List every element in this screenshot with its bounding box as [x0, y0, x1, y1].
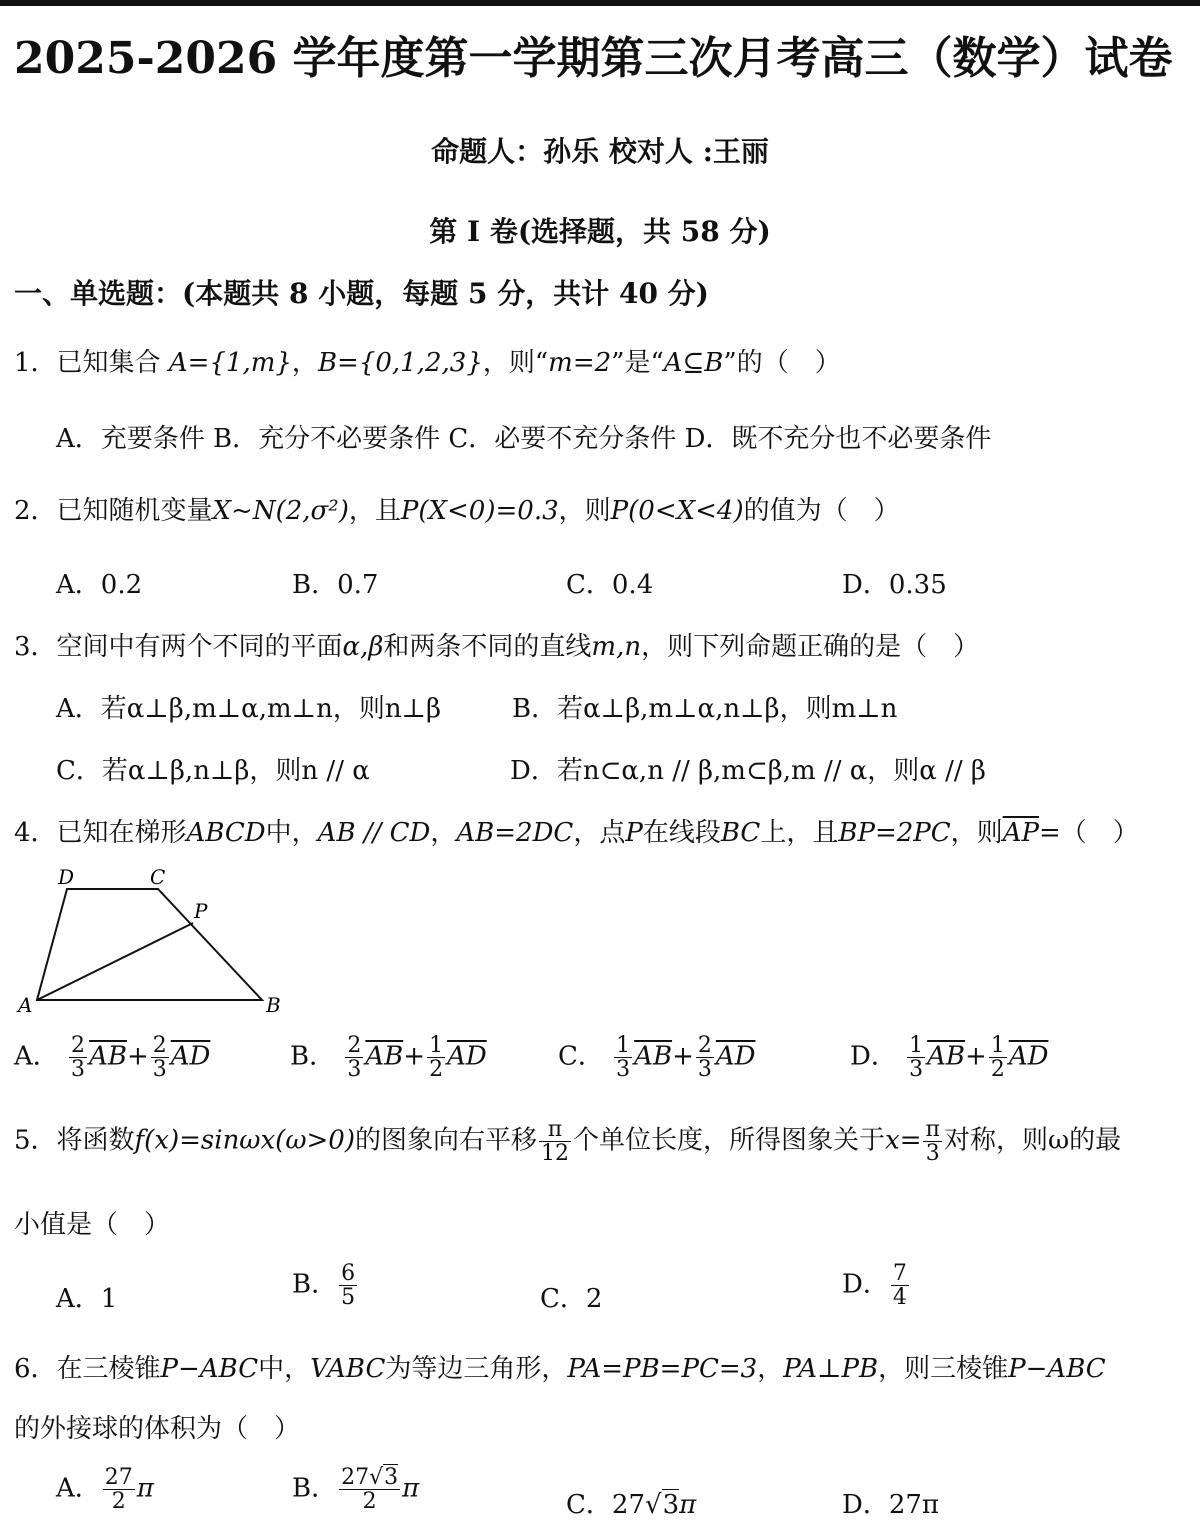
- q5-option-d: [842, 1262, 911, 1309]
- q4-trapezoid: ABCD: [186, 818, 266, 848]
- plus-sign: +: [965, 1041, 987, 1072]
- vector-ab: $\overline{AB}$: [634, 1041, 673, 1072]
- coefficient: 27: [341, 1465, 370, 1490]
- q1-set-a: A={1,m}: [168, 348, 292, 378]
- vector-ab: $\overline{AB}$: [89, 1041, 127, 1072]
- fraction: [103, 1466, 135, 1513]
- option-label: D．: [842, 1269, 889, 1300]
- option-label: A．: [56, 1473, 101, 1504]
- q6-text: 6．在三棱锥: [14, 1354, 161, 1384]
- pi-symbol: π: [402, 1473, 420, 1504]
- label-p: P: [194, 899, 208, 923]
- q5-shift-fraction: [539, 1118, 571, 1165]
- q3-option-a: A．若α⊥β,m⊥α,m⊥n，则n⊥β: [56, 694, 442, 724]
- q6-perp: PA⊥PB: [783, 1354, 879, 1384]
- q1-condition: m=2: [548, 348, 612, 378]
- q4-parallel: AB // CD: [317, 818, 431, 848]
- q4-text: 中，: [265, 818, 318, 848]
- q1-text: ”是“: [611, 348, 664, 378]
- option-label: D．: [850, 1041, 897, 1072]
- label-a: A: [18, 993, 33, 1017]
- numerator: 1: [909, 1033, 924, 1058]
- fraction: [339, 1262, 357, 1309]
- q2-option-a: A．0.2: [56, 570, 143, 600]
- label-c: C: [150, 865, 166, 889]
- q6-pyramid: P−ABC: [160, 1354, 259, 1384]
- exam-title: 2025-2026 学年度第一学期第三次月考高三（数学）试卷: [14, 33, 1173, 84]
- question-6: [14, 1348, 1106, 1385]
- vector-ab: $\overline{AB}$: [365, 1041, 404, 1072]
- label-b: B: [266, 993, 281, 1017]
- q2-option-d: D．0.35: [842, 570, 947, 600]
- numerator: π: [925, 1117, 940, 1142]
- numerator: π: [539, 1118, 571, 1142]
- vector-ab: $\overline{AB}$: [927, 1041, 966, 1072]
- numerator: 27√3: [341, 1465, 399, 1490]
- q6-pyramid-2: P−ABC: [1008, 1354, 1106, 1384]
- q6-edges: PA=PB=PC=3: [567, 1354, 758, 1384]
- denominator: 4: [892, 1285, 907, 1311]
- vector-ad: $\overline{AD}$: [170, 1041, 211, 1072]
- q1-options: A．充要条件 B．充分不必要条件 C．必要不充分条件 D．既不充分也不必要条件: [56, 424, 992, 454]
- fraction: [345, 1034, 363, 1081]
- part-heading: 第 I 卷(选择题，共 58 分): [429, 215, 771, 248]
- trapezoid-figure: [10, 862, 300, 1022]
- q5-text: 的图象向右平移: [355, 1125, 538, 1156]
- denominator: 2: [362, 1489, 377, 1515]
- q6-option-c: C．27√3π: [566, 1490, 697, 1520]
- numerator: 7: [892, 1261, 907, 1286]
- q1-text: ，则“: [482, 348, 549, 378]
- denominator: 5: [341, 1285, 356, 1311]
- radicand: 3: [662, 1490, 680, 1520]
- q3-lines: m,n: [591, 632, 642, 662]
- q6-line-2: 的外接球的体积为（ ）: [14, 1414, 301, 1444]
- q4-text: 4．已知在梯形: [14, 818, 187, 848]
- q2-option-b: B．0.7: [292, 570, 379, 600]
- q5-text: 个单位长度，所得图象关于: [573, 1125, 886, 1156]
- q1-text: ，: [291, 348, 318, 378]
- q1-set-b: B={0,1,2,3}: [317, 348, 483, 378]
- segment-ap: [37, 923, 193, 1000]
- q1-text: 1．已知集合: [14, 348, 169, 378]
- q4-point: P: [625, 818, 643, 848]
- denominator: 3: [909, 1057, 924, 1083]
- q1-text: ”的（ ）: [723, 348, 841, 378]
- q5-text: 对称，则ω的最: [943, 1125, 1122, 1156]
- question-4: [14, 812, 1139, 849]
- fraction: [614, 1034, 632, 1081]
- numerator: 2: [71, 1033, 86, 1058]
- fraction: [427, 1034, 445, 1081]
- q2-text: 的值为（ ）: [743, 496, 900, 526]
- fraction: [989, 1034, 1007, 1081]
- q4-bp: BP=2PC: [838, 818, 951, 848]
- denominator: 3: [152, 1057, 167, 1083]
- option-label: C．: [558, 1041, 604, 1072]
- coefficient: 27: [611, 1490, 645, 1520]
- q4-text: ，则: [950, 818, 1003, 848]
- q6-option-b: [292, 1466, 419, 1513]
- pi-symbol: π: [136, 1473, 154, 1504]
- question-3: [14, 626, 979, 663]
- q3-text: 3．空间中有两个不同的平面: [14, 632, 343, 662]
- numerator: 2: [697, 1033, 712, 1058]
- denominator: 3: [925, 1141, 940, 1167]
- q6-triangle: VABC: [310, 1354, 386, 1384]
- option-label: C．: [566, 1490, 612, 1520]
- fraction: [339, 1466, 400, 1513]
- q5-axis: x=: [885, 1125, 922, 1156]
- q2-text: ，且: [348, 496, 401, 526]
- option-label: B．: [290, 1041, 336, 1072]
- q4-ratio: AB=2DC: [456, 818, 574, 848]
- q4-text: =（ ）: [1038, 818, 1139, 848]
- numerator: 2: [152, 1033, 167, 1058]
- label-d: D: [58, 865, 75, 889]
- q4-text: ，点: [573, 818, 626, 848]
- q2-target: P(0<X<4): [610, 496, 744, 526]
- fraction: [891, 1262, 909, 1309]
- numerator: 2: [347, 1033, 362, 1058]
- q6-option-a: [56, 1466, 154, 1513]
- q4-option-b: [290, 1034, 487, 1081]
- q3-planes: α,β: [342, 632, 384, 662]
- fraction: [907, 1034, 925, 1081]
- q3-option-b: B．若α⊥β,m⊥α,n⊥β，则m⊥n: [512, 694, 898, 724]
- denominator: 3: [697, 1057, 712, 1083]
- denominator: 3: [616, 1057, 631, 1083]
- q5-option-b: [292, 1262, 359, 1309]
- pi-symbol: π: [679, 1490, 697, 1520]
- q6-option-d: D．27π: [842, 1490, 940, 1520]
- q2-text: 2．已知随机变量: [14, 496, 213, 526]
- q4-option-d: [850, 1034, 1048, 1081]
- option-label: A．: [14, 1041, 59, 1072]
- q6-text: ，则三棱锥: [878, 1354, 1009, 1384]
- denominator: 12: [541, 1141, 570, 1167]
- numerator: 27: [104, 1465, 133, 1490]
- vector-ad: $\overline{AD}$: [1008, 1041, 1049, 1072]
- q6-text: 中，: [258, 1354, 311, 1384]
- option-label: B．: [292, 1473, 338, 1504]
- q4-text: 在线段: [642, 818, 721, 848]
- numerator: 1: [429, 1033, 444, 1058]
- numerator: 1: [616, 1033, 631, 1058]
- question-2: [14, 490, 900, 527]
- radicand: 3: [384, 1465, 399, 1490]
- q2-option-c: C．0.4: [566, 570, 654, 600]
- q5-function: f(x)=sinωx(ω>0): [134, 1125, 355, 1156]
- q3-option-c: C．若α⊥β,n⊥β，则n // α: [56, 756, 370, 786]
- denominator: 3: [71, 1057, 86, 1083]
- question-5: [14, 1118, 1121, 1165]
- plus-sign: +: [672, 1041, 694, 1072]
- q2-given: P(X<0)=0.3: [400, 496, 559, 526]
- q5-line-2: 小值是（ ）: [14, 1210, 171, 1240]
- q3-text: ，则下列命题正确的是（ ）: [641, 632, 980, 662]
- denominator: 3: [347, 1057, 362, 1083]
- q4-option-a: [14, 1034, 210, 1081]
- denominator: 2: [990, 1057, 1005, 1083]
- denominator: 2: [111, 1489, 126, 1515]
- q3-text: 和两条不同的直线: [383, 632, 592, 662]
- top-border: [0, 0, 1200, 6]
- option-label: B．: [292, 1269, 338, 1300]
- q6-text: 为等边三角形，: [385, 1354, 568, 1384]
- question-1: [14, 342, 841, 379]
- fraction: [151, 1034, 169, 1081]
- q5-text: 5．将函数: [14, 1125, 135, 1156]
- numerator: 6: [341, 1261, 356, 1286]
- denominator: 2: [429, 1057, 444, 1083]
- fraction: [69, 1034, 87, 1081]
- vector-ad: $\overline{AD}$: [715, 1041, 756, 1072]
- q2-text: ，则: [558, 496, 611, 526]
- q3-option-d: D．若n⊂α,n // β,m⊂β,m // α，则α // β: [510, 756, 986, 786]
- q5-option-c: C．2: [540, 1284, 603, 1314]
- q6-text: ，: [757, 1354, 784, 1384]
- section-heading: 一、单选题：(本题共 8 小题，每题 5 分，共计 40 分): [14, 277, 709, 310]
- fraction: [696, 1034, 714, 1081]
- q4-text: 上，且: [760, 818, 839, 848]
- q4-option-c: [558, 1034, 755, 1081]
- plus-sign: +: [126, 1041, 149, 1072]
- q5-axis-fraction: [923, 1118, 941, 1165]
- vector-ad: $\overline{AD}$: [447, 1041, 487, 1072]
- q1-subset: A⊆B: [663, 348, 724, 378]
- q4-vector-ap: $\overline{AP}$: [1002, 818, 1039, 848]
- plus-sign: +: [403, 1041, 426, 1072]
- q5-option-a: A．1: [56, 1284, 118, 1314]
- exam-authors: 命题人：孙乐 校对人 :王丽: [431, 135, 769, 168]
- q2-distribution: X~N(2,σ²): [212, 496, 349, 526]
- q4-segment: BC: [720, 818, 761, 848]
- q4-text: ，: [430, 818, 457, 848]
- numerator: 1: [990, 1033, 1005, 1058]
